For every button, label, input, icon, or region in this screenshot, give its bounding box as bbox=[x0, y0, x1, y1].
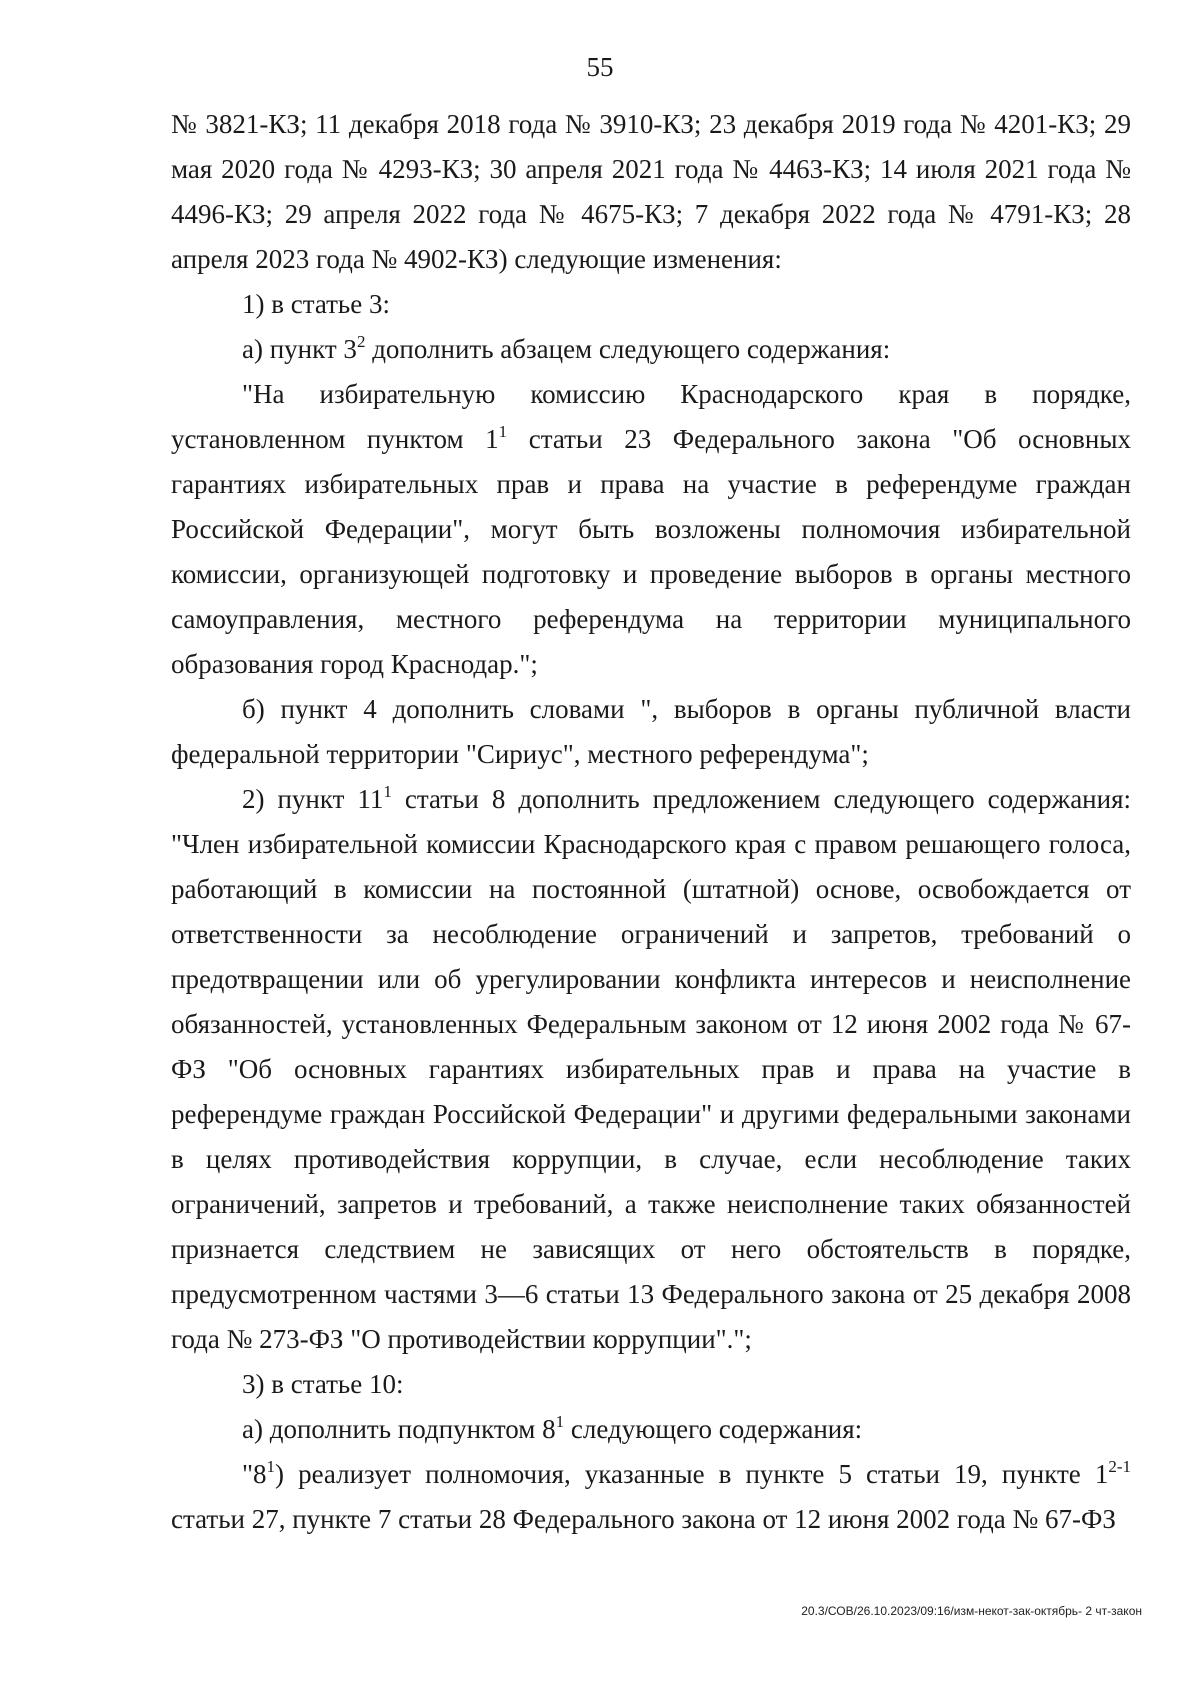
paragraph-article-3: 1) в статье 3: bbox=[242, 289, 390, 319]
footer-document-code: 20.3/СОВ/26.10.2023/09:16/изм-некот-зак-октябрь- 2 чт-закон bbox=[801, 1604, 1142, 1618]
paragraph-article-10: 3) в статье 10: bbox=[242, 1369, 404, 1399]
paragraph-item-a: а) пункт $3^2$ дополнить абзацем следующего содержания: bbox=[242, 332, 891, 364]
paragraph-subitem-a: а) дополнить подпунктом $8^1$ следующего содержания: bbox=[242, 1412, 863, 1444]
paragraph-quote-powers: "$8^1$) реализует полномочия, указанные в пункте 5 статьи 19, пункте 1$^{2-1}$ статьи 27, пункте 7 статьи 28 Федерального закона от 12 июня 2002 года № 67-ФЗ bbox=[171, 1457, 1131, 1534]
paragraph-amendments-list: № 3821-КЗ; 11 декабря 2018 года № 3910-КЗ; 23 декабря 2019 года № 4201-КЗ; 29 мая 2020 года № 4293-КЗ; 30 апреля 2021 года № 4463-КЗ; 14 июля 2021 года № 4496-КЗ; 29 апреля 2022 года № 4675-КЗ; 7 декабря 2022 года № 4791-КЗ; 28 апреля 2023 года № 4902-КЗ) следующие изменения: bbox=[171, 109, 1131, 274]
document-body bbox=[171, 102, 1131, 1542]
paragraph-item-b: б) пункт 4 дополнить словами ", выборов в органы публичной власти федеральной территории "Сириус", местного референдума"; bbox=[171, 694, 1131, 769]
paragraph-quote-commission: "На избирательную комиссию Краснодарского края в порядке, установленном пунктом $1^1$ статьи 23 Федерального закона "Об основных гарантиях избирательных прав и права на участие в референдуме граждан Российской Федерации", могут быть возложены полномочия избирательной комиссии, организующей подготовку и проведение выборов в органы местного самоуправления, местного референдума на территории муниципального образования город Краснодар."; bbox=[171, 379, 1132, 679]
paragraph-item-2: 2) пункт $11^1$ статьи 8 дополнить предложением следующего содержания: "Член избирательной комиссии Краснодарского края с правом решающего голоса, работающий в комиссии на постоянной (штатной) основе, освобождается от ответственности за несоблюдение ограничений и запретов, требований о предотвращении или об урегулировании конфликта интересов и неисполнение обязанностей, установленных Федеральным законом от 12 июня 2002 года № 67-ФЗ "Об основных гарантиях избирательных прав и права на участие в референдуме граждан Российской Федерации" и другими федеральными законами в целях противодействия коррупции, в случае, если несоблюдение таких ограничений, запретов и требований, а также неисполнение таких обязанностей признается следствием не зависящих от него обстоятельств в порядке, предусмотренном частями 3—6 статьи 13 Федерального закона от 25 декабря 2008 года № 273-ФЗ "О противодействии коррупции"."; bbox=[171, 782, 1132, 1354]
page-number: 55 bbox=[586, 52, 614, 82]
